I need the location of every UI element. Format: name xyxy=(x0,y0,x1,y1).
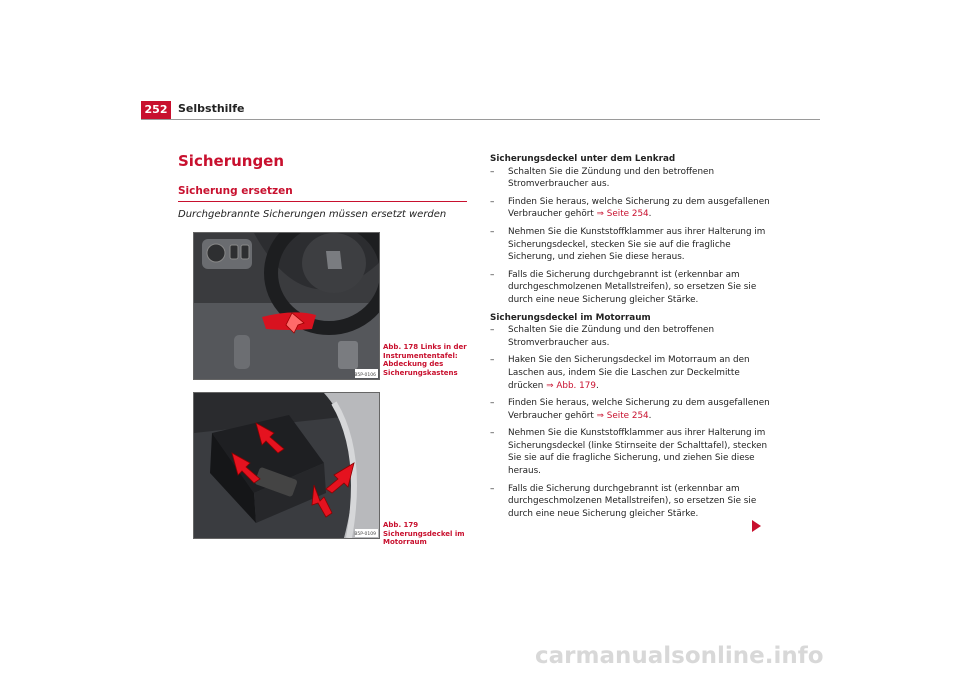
footer-watermark: carmanualsonline.info xyxy=(535,643,824,669)
figure-179-caption: Abb. 179 Sicherungsdeckel im Motorraum xyxy=(383,521,465,546)
page-number: 252 xyxy=(141,101,171,119)
list-item: – Falls die Sicherung durchgebrannt ist (erkennbar am durchgeschmolzenen Metallstreifen), so ersetzen Sie sie durch eine neue Sicherung gleicher Stärke. xyxy=(490,483,757,519)
page-heading: Sicherungen xyxy=(178,152,285,170)
figure-reference-link[interactable]: ⇒ Abb. 179 xyxy=(546,380,596,391)
dash: – xyxy=(490,226,495,237)
dash: – xyxy=(490,483,495,494)
lead-text: Durchgebrannte Sicherungen müssen ersetzt werden xyxy=(178,209,447,220)
list-item: – Schalten Sie die Zündung und den betroffenen Stromverbraucher aus. xyxy=(490,166,715,190)
list-item: – Nehmen Sie die Kunststoffklammer aus ihrer Halterung im Sicherungsdeckel (linke Stirnseite der Schalttafel), stecken Sie sie auf die fragliche Sicherung, und ziehen Sie diese heraus. xyxy=(490,428,768,477)
dash: – xyxy=(490,269,495,280)
list-item: – Schalten Sie die Zündung und den betroffenen Stromverbraucher aus. xyxy=(490,325,715,348)
dash: – xyxy=(490,355,495,366)
page-reference-link[interactable]: ⇒ Seite 254 xyxy=(596,209,649,220)
chapter-title: Selbsthilfe xyxy=(178,102,245,115)
list-item: – Finden Sie heraus, welche Sicherung zu dem ausgefallenen Verbraucher gehört ⇒ Seite 254. xyxy=(490,196,770,220)
figure-178-photo xyxy=(193,232,380,380)
dash: – xyxy=(490,428,495,439)
dash: – xyxy=(490,196,495,207)
figure-178-caption: Abb. 178 Links in der Instrumententafel: Abdeckung des Sicherungskastens xyxy=(383,343,467,377)
instructions-column xyxy=(490,153,772,525)
section-heading: Sicherung ersetzen xyxy=(178,185,293,197)
list-item: – Falls die Sicherung durchgebrannt ist (erkennbar am durchgeschmolzenen Metallstreifen), so ersetzen Sie sie durch eine neue Sicherung gleicher Stärke. xyxy=(490,269,757,305)
list-item: – Nehmen Sie die Kunststoffklammer aus ihrer Halterung im Sicherungsdeckel, stecken Sie sie auf die fragliche Sicherung, und ziehen Sie diese heraus. xyxy=(490,226,766,263)
figure-179-code: B5P-0109 xyxy=(354,532,376,537)
figure-179-photo xyxy=(193,392,380,539)
section-title: Sicherungsdeckel im Motorraum xyxy=(490,312,651,323)
page-reference-link[interactable]: ⇒ Seite 254 xyxy=(596,410,649,421)
dash: – xyxy=(490,325,495,336)
dash: – xyxy=(490,166,495,177)
section-title: Sicherungsdeckel unter dem Lenkrad xyxy=(490,154,676,164)
list-item: – Finden Sie heraus, welche Sicherung zu dem ausgefallenen Verbraucher gehört ⇒ Seite 254. xyxy=(490,398,770,421)
dash: – xyxy=(490,398,495,409)
list-item: – Haken Sie den Sicherungsdeckel im Motorraum an den Laschen aus, indem Sie die Laschen zur Deckelmitte drücken ⇒ Abb. 179. xyxy=(490,355,750,391)
next-page-arrow-icon[interactable] xyxy=(752,520,761,532)
figure-178-code: B5P-0106 xyxy=(354,373,376,378)
section-rule xyxy=(178,201,467,202)
header-rule xyxy=(141,119,820,120)
